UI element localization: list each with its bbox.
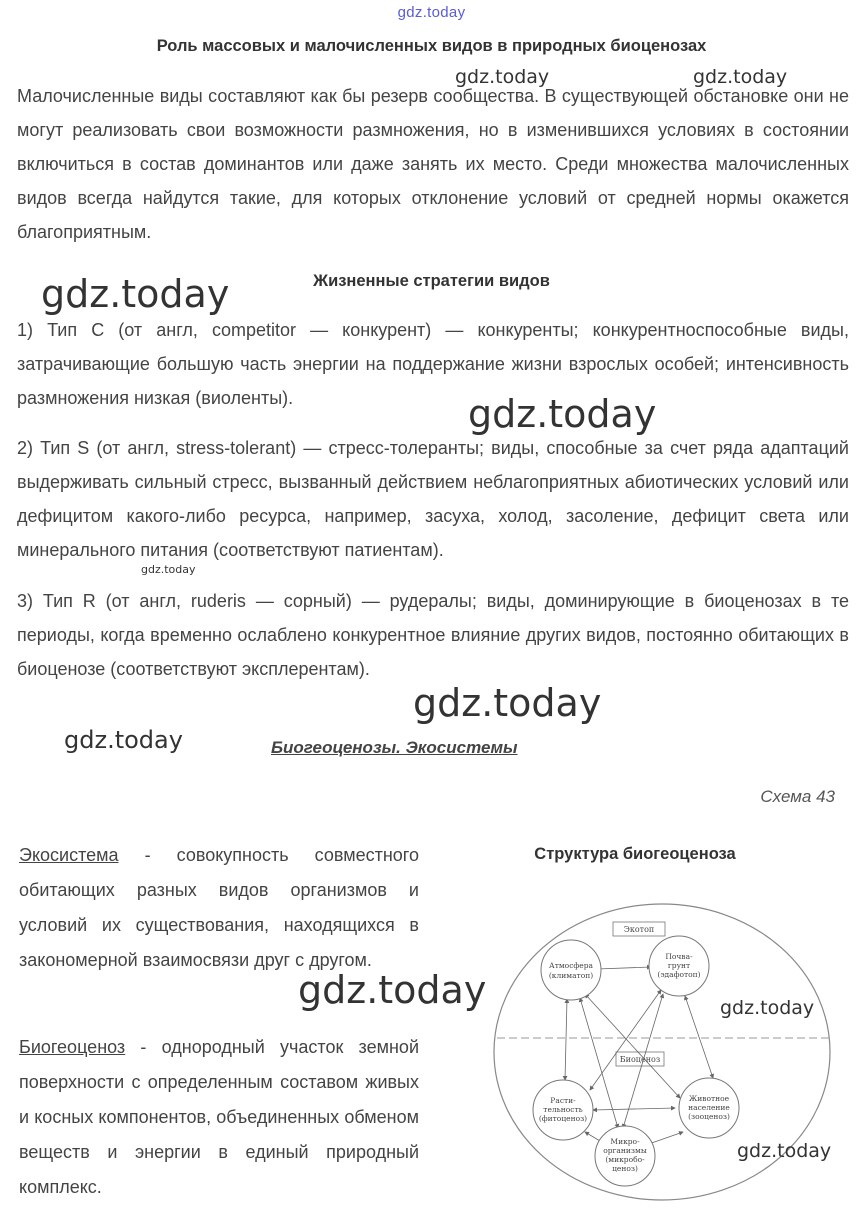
- svg-text:Атмосфера: Атмосфера: [549, 961, 593, 970]
- svg-text:население: население: [688, 1103, 730, 1112]
- svg-text:Микро-: Микро-: [610, 1137, 640, 1146]
- svg-text:ценоз): ценоз): [612, 1164, 638, 1173]
- watermark: gdz.today: [141, 563, 196, 576]
- strategy-type-c: 1) Тип С (от англ, competitor — конкурент) — конкуренты; конкурентноспособные виды, затрачивающие большую часть энергии на поддержание жизни взрослых особей; интенсивность размножения низкая (виоленты).: [17, 320, 849, 408]
- watermark: gdz.today: [413, 681, 602, 725]
- strategy-type-r: 3) Тип R (от англ, ruderis — сорный) — рудералы; виды, доминирующие в биоценозах в те периоды, когда временно ослаблено конкурентное влияние других видов, постоянно обитающих в биоценозе (соответствуют эксплерентам).: [17, 591, 849, 679]
- definition-biogeocenosis: [19, 1030, 419, 1205]
- watermark: gdz.today: [720, 997, 815, 1019]
- watermark: gdz.today: [468, 392, 657, 436]
- strategy-type-s: 2) Тип S (от англ, stress-tolerant) — стресс-толеранты; виды, способные за счет ряда адаптаций выдерживать сильный стресс, вызванный действием неблагоприятных абиотических условий или дефицитом какого-либо ресурса, например, засуха, холод, засоление, дефицит света или минерального питания (соответствуют патиентам).: [17, 438, 849, 560]
- watermark: gdz.today: [64, 726, 183, 754]
- node-animals: [679, 1078, 739, 1138]
- svg-text:(микробо-: (микробо-: [605, 1155, 645, 1164]
- definition-ecosystem: [19, 838, 419, 978]
- svg-text:(зооценоз): (зооценоз): [688, 1112, 730, 1121]
- node-microbes: [595, 1126, 655, 1186]
- scheme-label: Схема 43: [760, 787, 835, 806]
- svg-text:тельность: тельность: [543, 1105, 583, 1114]
- node-soil: [649, 936, 709, 996]
- watermark: gdz.today: [41, 272, 230, 316]
- biocenosis-label: Биоценоз: [619, 1055, 661, 1064]
- watermark: gdz.today: [455, 66, 550, 88]
- svg-text:Расти-: Расти-: [550, 1096, 576, 1105]
- svg-text:организмы: организмы: [603, 1146, 647, 1155]
- svg-text:(климатоп): (климатоп): [548, 971, 594, 980]
- svg-text:грунт: грунт: [667, 961, 691, 970]
- site-header-link[interactable]: gdz.today: [397, 4, 466, 21]
- svg-text:Животное: Животное: [688, 1094, 730, 1103]
- svg-text:(эдафотоп): (эдафотоп): [657, 970, 701, 979]
- svg-text:(фитоценоз): (фитоценоз): [538, 1114, 588, 1123]
- svg-text:Почва-: Почва-: [665, 952, 693, 961]
- watermark: gdz.today: [693, 66, 788, 88]
- ecotope-label: Экотоп: [623, 925, 655, 934]
- section-title-strategies: Жизненные стратегии видов: [313, 272, 550, 290]
- diagram-title: Структура биогеоценоза: [534, 845, 736, 863]
- definition-ecosystem-text: - совокупность совместного обитающих разных видов организмов и условий их существования, находящихся в закономерной взаимосвязи друг с другом.: [19, 845, 419, 970]
- watermark: gdz.today: [298, 968, 487, 1012]
- node-atmosphere: [541, 940, 601, 1000]
- section-title-biogeocenoses: Биогеоценозы. Экосистемы: [271, 738, 518, 757]
- node-plants: [533, 1080, 593, 1140]
- term-biogeocenosis: Биогеоценоз: [19, 1037, 126, 1057]
- watermark: gdz.today: [737, 1140, 832, 1162]
- definition-biogeocenosis-text: - однородный участок земной поверхности с определенным составом живых и косных компонентов, объединенных обменом веществ и энергии в единый природный комплекс.: [19, 1037, 419, 1197]
- section-title-role: Роль массовых и малочисленных видов в природных биоценозах: [156, 37, 707, 55]
- term-ecosystem: Экосистема: [19, 845, 119, 865]
- paragraph-rare-species: Малочисленные виды составляют как бы резерв сообщества. В существующей обстановке они не могут реализовать свои возможности размножения, но в изменившихся условиях в состоянии включиться в состав доминантов или даже занять их место. Среди множества малочисленных видов всегда найдутся такие, для которых отклонение условий от средней нормы окажется благоприятным.: [17, 86, 849, 242]
